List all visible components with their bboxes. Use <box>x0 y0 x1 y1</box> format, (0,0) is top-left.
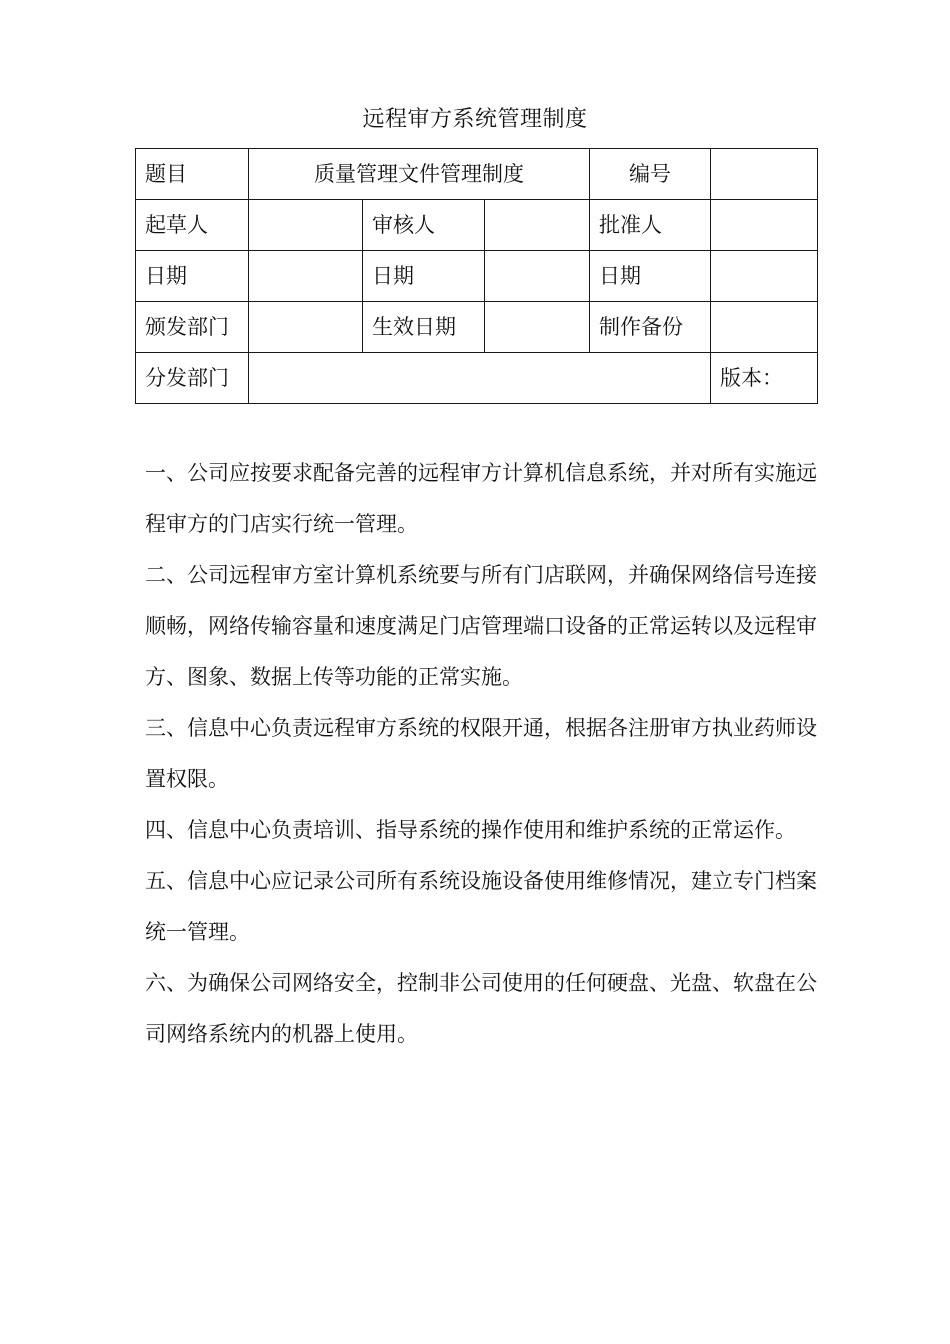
drafter-label: 起草人 <box>136 200 249 251</box>
paragraph-6: 六、为确保公司网络安全，控制非公司使用的任何硬盘、光盘、软盘在公司网络系统内的机器上使用。 <box>145 971 817 1046</box>
approve-date-value <box>711 251 818 302</box>
approver-value <box>711 200 818 251</box>
paragraph-1: 一、公司应按要求配备完善的远程审方计算机信息系统，并对所有实施远程审方的门店实行统一管理。 <box>145 461 817 536</box>
version-label: 版本： <box>711 353 818 404</box>
doc-number-label: 编号 <box>590 149 711 200</box>
reviewer-value <box>485 200 590 251</box>
approver-label: 批准人 <box>590 200 711 251</box>
draft-date-value <box>249 251 363 302</box>
subject-value: 质量管理文件管理制度 <box>249 149 590 200</box>
draft-date-label: 日期 <box>136 251 249 302</box>
document-title: 远程审方系统管理制度 <box>362 107 588 132</box>
paragraph-2: 二、公司远程审方室计算机系统要与所有门店联网，并确保网络信号连接顺畅，网络传输容量和速度满足门店管理端口设备的正常运转以及远程审方、图象、数据上传等功能的正常实施。 <box>145 563 817 689</box>
table-row <box>136 149 818 200</box>
issuing-dept-label: 颁发部门 <box>136 302 249 353</box>
effective-date-label: 生效日期 <box>363 302 485 353</box>
paragraph-3: 三、信息中心负责远程审方系统的权限开通，根据各注册审方执业药师设置权限。 <box>145 716 817 791</box>
table-row <box>136 353 818 404</box>
distribution-dept-value <box>249 353 711 404</box>
backup-label: 制作备份 <box>590 302 711 353</box>
effective-date-value <box>485 302 590 353</box>
table-row <box>136 200 818 251</box>
paragraph-5: 五、信息中心应记录公司所有系统设施设备使用维修情况，建立专门档案统一管理。 <box>145 869 817 944</box>
issuing-dept-value <box>249 302 363 353</box>
doc-number-value <box>711 149 818 200</box>
approve-date-label: 日期 <box>590 251 711 302</box>
distribution-dept-label: 分发部门 <box>136 353 249 404</box>
reviewer-label: 审核人 <box>363 200 485 251</box>
document-header-table <box>135 148 818 404</box>
paragraph-4: 四、信息中心负责培训、指导系统的操作使用和维护系统的正常运作。 <box>145 818 796 842</box>
subject-label: 题目 <box>136 149 249 200</box>
drafter-value <box>249 200 363 251</box>
review-date-label: 日期 <box>363 251 485 302</box>
review-date-value <box>485 251 590 302</box>
document-body <box>145 448 817 1060</box>
backup-value <box>711 302 818 353</box>
table-row <box>136 251 818 302</box>
table-row <box>136 302 818 353</box>
